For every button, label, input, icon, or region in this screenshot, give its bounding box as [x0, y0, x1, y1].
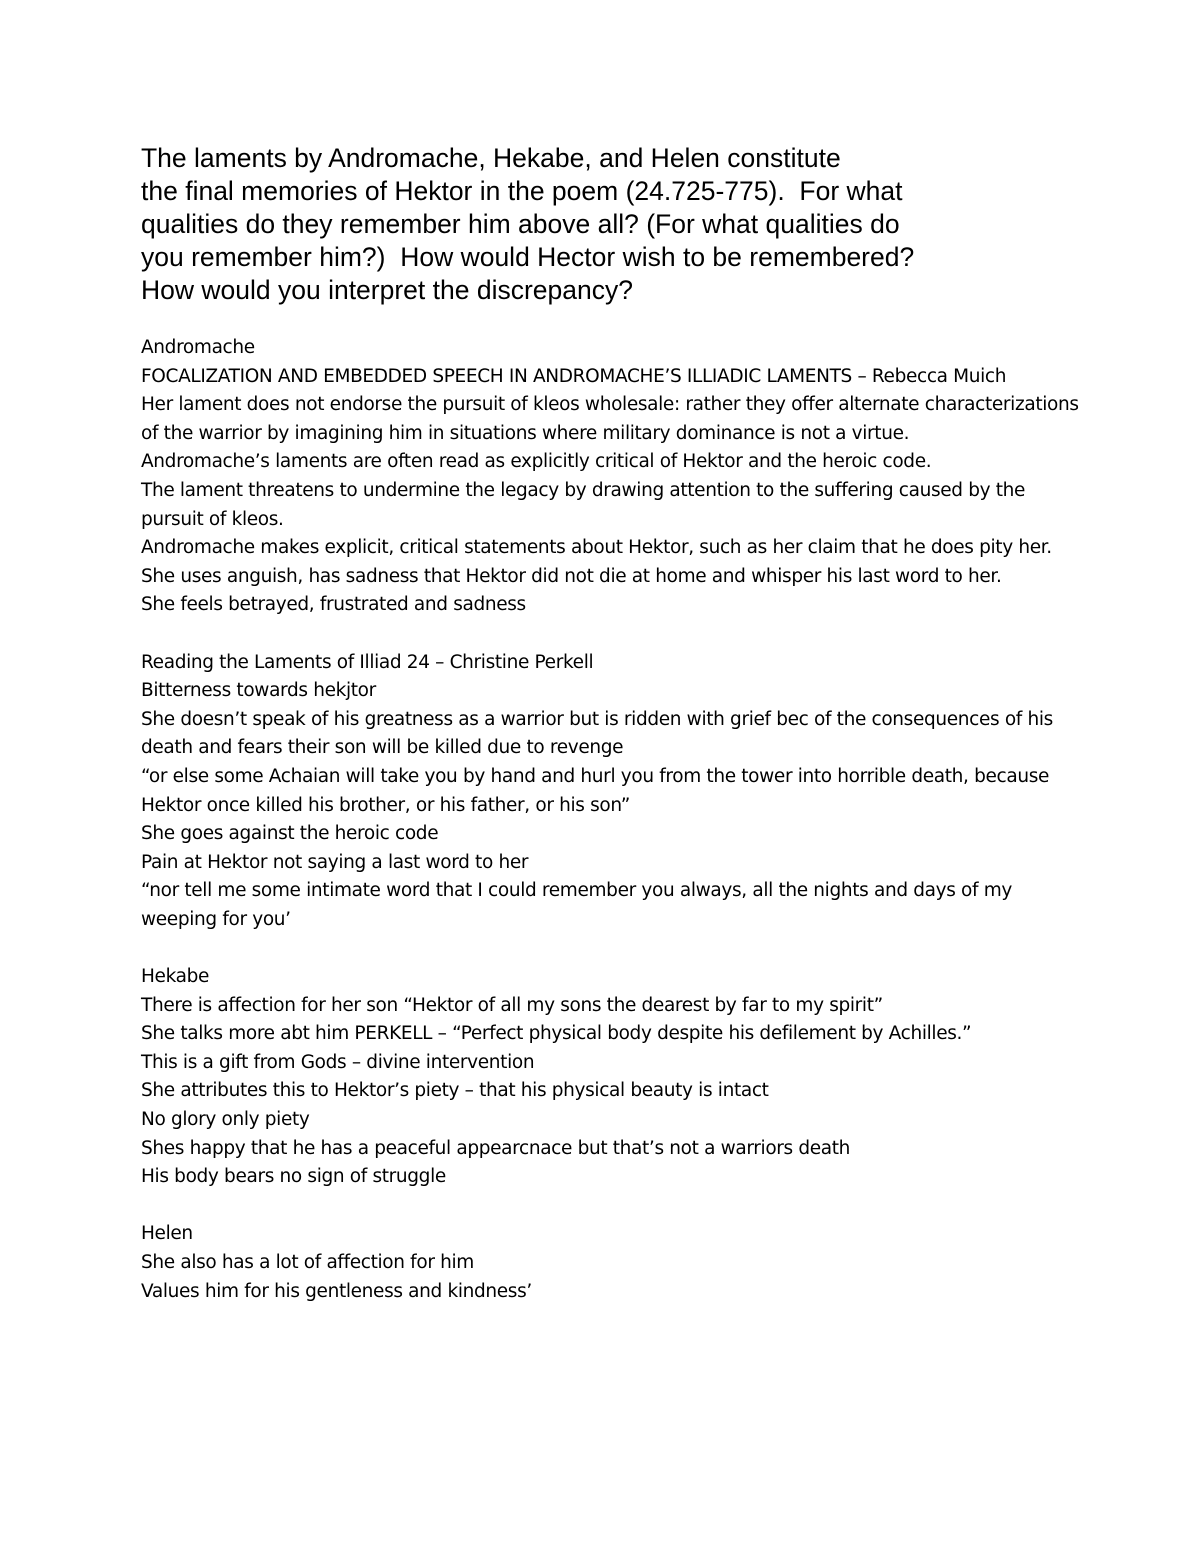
andromache-perkell-section	[141, 649, 1081, 935]
helen-section	[141, 1220, 1081, 1306]
note-line: Her lament does not endorse the pursuit of kleos wholesale: rather they offer alternate characterizations of the warrior by imagining him in situations where military dominance is not a virtue.	[141, 394, 1079, 444]
note-line: His body bears no sign of struggle	[141, 1166, 446, 1188]
note-line: She goes against the heroic code	[141, 823, 439, 845]
note-line: Andromache makes explicit, critical statements about Hektor, such as her claim that he does pity her. She uses anguish, has sadness that Hektor did not die at home and whisper his last word to her.	[141, 537, 1052, 587]
source-citation-perkell: Reading the Laments of Illiad 24 – Christine Perkell	[141, 651, 594, 673]
question-line: qualities do they remember him above all? (For what qualities do	[141, 209, 900, 239]
source-citation-muich: FOCALIZATION AND EMBEDDED SPEECH IN ANDROMACHE’S ILLIADIC LAMENTS – Rebecca Muich	[141, 365, 1007, 387]
note-line: She also has a lot of affection for him	[141, 1252, 474, 1273]
question-line: you remember him?) How would Hector wish to be remembered?	[141, 242, 915, 272]
note-line: Bitterness towards hekjtor	[141, 680, 376, 702]
note-line: She attributes this to Hektor’s piety – that his physical beauty is intact	[141, 1080, 769, 1102]
note-line: Values him for his gentleness and kindness’	[141, 1280, 532, 1302]
question-line: How would you interpret the discrepancy?	[141, 275, 633, 305]
section-heading-andromache: Andromache	[141, 337, 255, 358]
notes-body	[141, 334, 1081, 1335]
note-line: There is affection for her son “Hektor of all my sons the dearest by far to my spirit”	[141, 994, 883, 1016]
note-line: Shes happy that he has a peaceful appearcnace but that’s not a warriors death	[141, 1137, 851, 1159]
note-line: The lament threatens to undermine the legacy by drawing attention to the suffering caused by the pursuit of kleos.	[141, 479, 1026, 530]
hekabe-section	[141, 963, 1081, 1192]
discussion-question	[141, 142, 1121, 307]
question-line: The laments by Andromache, Hekabe, and Helen constitute	[141, 143, 841, 173]
note-line: No glory only piety	[141, 1109, 310, 1131]
note-line: Pain at Hektor not saying a last word to her	[141, 851, 529, 873]
andromache-muich-section	[141, 334, 1081, 620]
question-line: the final memories of Hektor in the poem (24.725-775). For what	[141, 176, 903, 206]
section-heading-hekabe: Hekabe	[141, 966, 210, 988]
note-line: She doesn’t speak of his greatness as a warrior but is ridden with grief bec of the consequences of his death and fears their son will be killed due to revenge	[141, 708, 1053, 759]
note-line: She talks more abt him PERKELL – “Perfect physical body despite his defilement by Achilles.”	[141, 1023, 972, 1045]
note-line: She feels betrayed, frustrated and sadness	[141, 594, 526, 616]
quote-line: “or else some Achaian will take you by hand and hurl you from the tower into horrible death, because Hektor once killed his brother, or his father, or his son”	[141, 765, 1050, 816]
note-line: This is a gift from Gods – divine intervention	[141, 1051, 535, 1073]
note-line: Andromache’s laments are often read as explicitly critical of Hektor and the heroic code.	[141, 451, 932, 473]
quote-line: “nor tell me some intimate word that I could remember you always, all the nights and days of my weeping for you’	[141, 880, 1012, 930]
section-heading-helen: Helen	[141, 1223, 193, 1245]
